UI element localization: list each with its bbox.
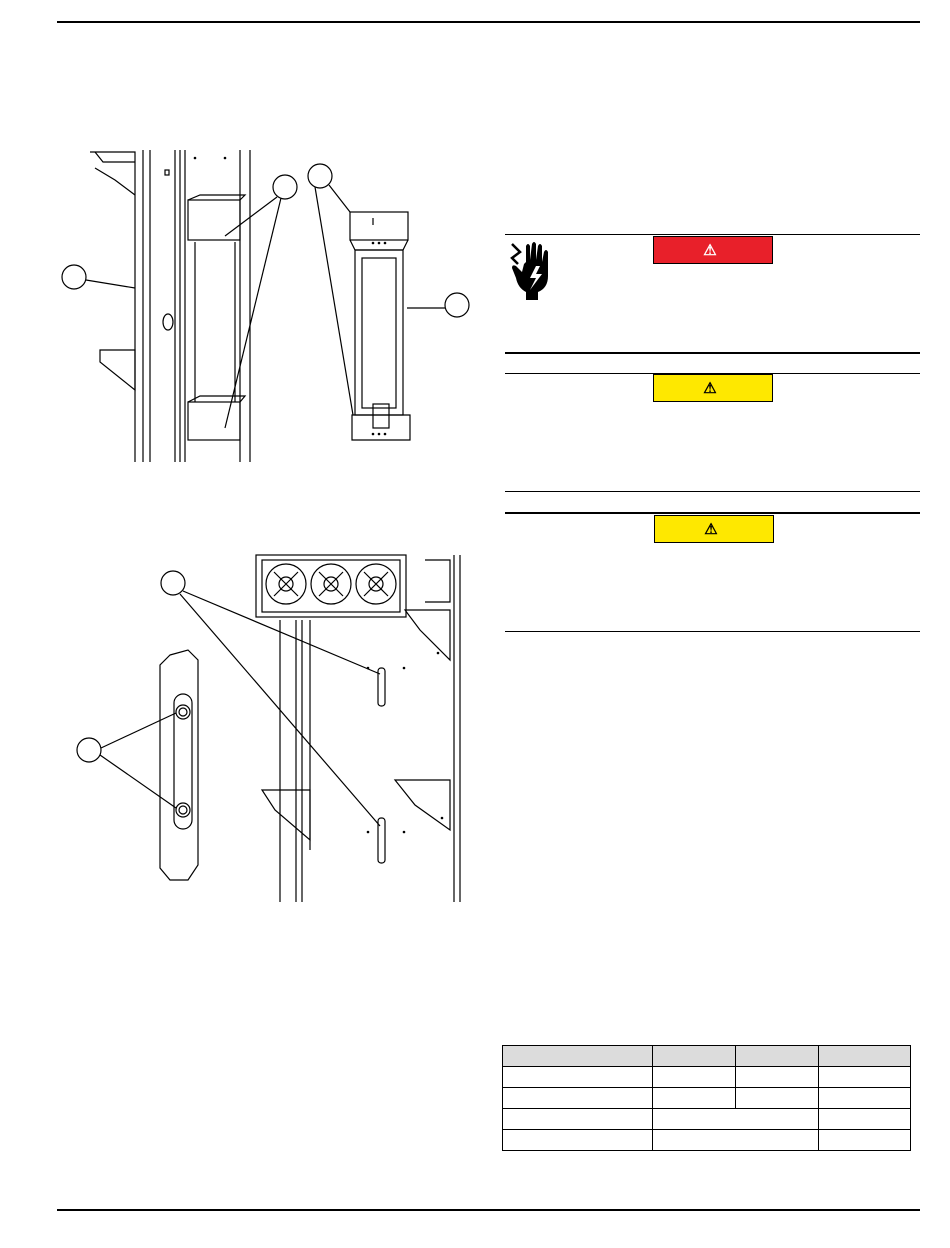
caution-block-2-bottom-rule [505,631,920,632]
warning-triangle-icon: ⚠ [704,521,718,538]
page-top-rule [57,21,920,23]
table-cell [503,1088,653,1109]
table-cell [736,1067,819,1088]
caution-block-2-top-rule [505,512,920,514]
table-header-cell [503,1046,653,1067]
figure-fan-tray-handle [70,550,500,910]
danger-block-bottom-rule [505,352,920,354]
table-cell [503,1109,653,1130]
table-cell [653,1130,819,1151]
table-cell [819,1088,911,1109]
danger-label [653,236,773,264]
table-cell [503,1067,653,1088]
table-cell [653,1109,819,1130]
caution-block-1-bottom-rule [505,491,920,492]
table-cell [503,1130,653,1151]
table-row [503,1130,911,1151]
figure-cabinet-bracket [55,140,495,470]
spec-table [502,1045,911,1151]
table-header-row [503,1046,911,1067]
warning-triangle-icon: ⚠ [703,242,717,259]
caution-label-1 [653,374,773,402]
table-cell [653,1088,736,1109]
table-row [503,1067,911,1088]
table-cell [819,1067,911,1088]
page-bottom-rule [57,1209,920,1211]
table-cell [819,1130,911,1151]
table-cell [736,1088,819,1109]
table-cell [653,1067,736,1088]
electric-shock-hand-icon [508,240,556,304]
warning-triangle-icon: ⚠ [703,380,717,397]
table-header-cell [736,1046,819,1067]
table-header-cell [819,1046,911,1067]
table-row [503,1109,911,1130]
table-header-cell [653,1046,736,1067]
table-row [503,1088,911,1109]
danger-block-top-rule [505,234,920,235]
caution-label-2 [654,515,774,543]
table-cell [819,1109,911,1130]
